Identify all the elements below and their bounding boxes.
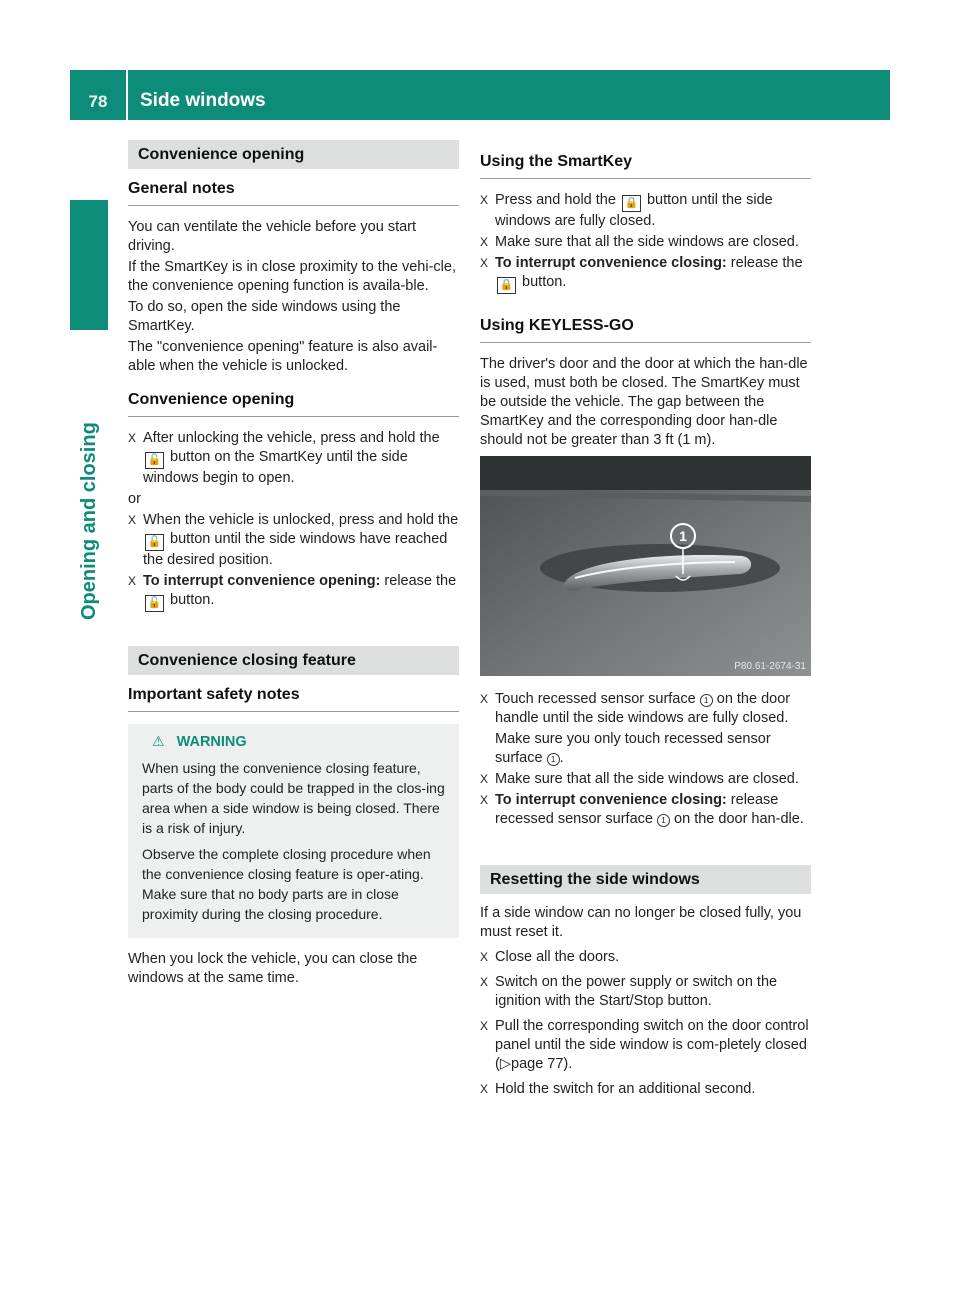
right-column [480, 140, 811, 1101]
step-item: X Press and hold the 🔒 button until the side windows are fully closed. [480, 192, 773, 229]
step-item: X To interrupt convenience closing: release the 🔒 button. [480, 254, 811, 294]
step-arrow-icon: X [128, 513, 137, 527]
section-band-convenience-closing: Convenience closing feature [128, 646, 459, 675]
heading-convenience-opening: Convenience opening [128, 390, 459, 417]
paragraph: When you lock the vehicle, you can close the windows at the same time. [128, 951, 418, 986]
unlock-icon: 🔓 [145, 534, 164, 551]
left-column [128, 140, 459, 990]
paragraph: The "convenience opening" feature is also avail-able when the vehicle is unlocked. [128, 339, 438, 374]
step-item: X To interrupt convenience closing: release recessed sensor surface 1 on the door han-dle. [480, 792, 804, 827]
paragraph: If a side window can no longer be closed fully, you must reset it. [480, 905, 802, 940]
unlock-icon: 🔓 [145, 595, 164, 612]
heading-general-notes: General notes [128, 179, 459, 206]
step-item: X Make sure that all the side windows are closed. [480, 771, 799, 787]
step-arrow-icon: X [480, 950, 489, 964]
lock-icon: 🔒 [622, 195, 641, 212]
step-arrow-icon: X [480, 772, 489, 786]
warning-text: When using the convenience closing feature, parts of the body could be trapped in the clos-ing area when a side window is being closed. There is a risk of injury. [142, 760, 445, 836]
step-item: X To interrupt convenience opening: release the 🔓 button. [128, 572, 459, 612]
warning-icon: ⚠ [152, 733, 165, 749]
step-item: X When the vehicle is unlocked, press and hold the 🔓 button until the side windows have reached the desired position. [128, 512, 459, 568]
step-item: X Touch recessed sensor surface 1 on the door handle until the side windows are fully closed. [480, 691, 791, 726]
step-item: X Make sure that all the side windows are closed. [480, 234, 799, 250]
paragraph: If the SmartKey is in close proximity to the vehi-cle, the convenience opening function is availa-ble. [128, 259, 456, 294]
note: Make sure you only touch recessed sensor surface 1 . [495, 731, 771, 766]
chapter-tab [70, 200, 108, 330]
callout-1-icon: 1 [700, 694, 713, 707]
step-arrow-icon: X [480, 692, 489, 706]
page-number: 78 [88, 92, 108, 111]
step-item: X Pull the corresponding switch on the door control panel until the side window is com-pletely closed (▷page 77). [480, 1018, 809, 1072]
page-ref-link[interactable]: page 77 [511, 1056, 564, 1072]
step-item: X After unlocking the vehicle, press and hold the 🔓 button on the SmartKey until the side windows begin to open. [128, 430, 440, 486]
paragraph: You can ventilate the vehicle before you start driving. [128, 219, 417, 254]
warning-title: ⚠ WARNING [152, 733, 247, 750]
callout-1-icon: 1 [657, 814, 670, 827]
page-title: Side windows [140, 90, 266, 111]
step-arrow-icon: X [128, 431, 137, 445]
heading-using-keyless-go: Using KEYLESS-GO [480, 316, 811, 343]
step-arrow-icon: X [480, 793, 489, 807]
step-arrow-icon: X [480, 1082, 489, 1096]
step-arrow-icon: X [480, 235, 489, 249]
heading-using-smartkey: Using the SmartKey [480, 152, 811, 179]
warning-text: Observe the complete closing procedure when the convenience closing feature is oper-ating. Make sure that no body parts are in close proximity during the closing procedure. [142, 846, 431, 922]
door-handle-photo [480, 456, 811, 676]
lock-icon: 🔒 [497, 277, 516, 294]
chapter-label: Opening and closing [78, 422, 100, 620]
callout-1-icon: 1 [547, 753, 560, 766]
photo-callout-number: 1 [679, 528, 687, 544]
step-arrow-icon: X [480, 975, 489, 989]
page-ref-icon: ▷ [499, 1056, 511, 1072]
step-item: X Hold the switch for an additional second. [480, 1081, 756, 1097]
warning-box [128, 724, 459, 938]
step-item: X Close all the doors. [480, 949, 620, 965]
paragraph: To do so, open the side windows using the SmartKey. [128, 299, 401, 334]
or-text: or [128, 491, 141, 507]
heading-important-safety-notes: Important safety notes [128, 685, 459, 712]
section-band-resetting-side-windows: Resetting the side windows [480, 865, 811, 894]
photo-code: P80.61-2674-31 [734, 661, 806, 672]
step-arrow-icon: X [480, 1019, 489, 1033]
step-arrow-icon: X [480, 193, 489, 207]
paragraph: The driver's door and the door at which the han-dle is used, must both be closed. The SmartKey must be outside the vehicle. The gap between the SmartKey and the corresponding door han-dle should not be greater than 3 ft (1 m). [480, 356, 808, 448]
header-divider [126, 70, 128, 120]
unlock-icon: 🔓 [145, 452, 164, 469]
step-arrow-icon: X [128, 574, 137, 588]
step-arrow-icon: X [480, 256, 489, 270]
section-band-convenience-opening: Convenience opening [128, 140, 459, 169]
step-item: X Switch on the power supply or switch on the ignition with the Start/Stop button. [480, 974, 778, 1009]
